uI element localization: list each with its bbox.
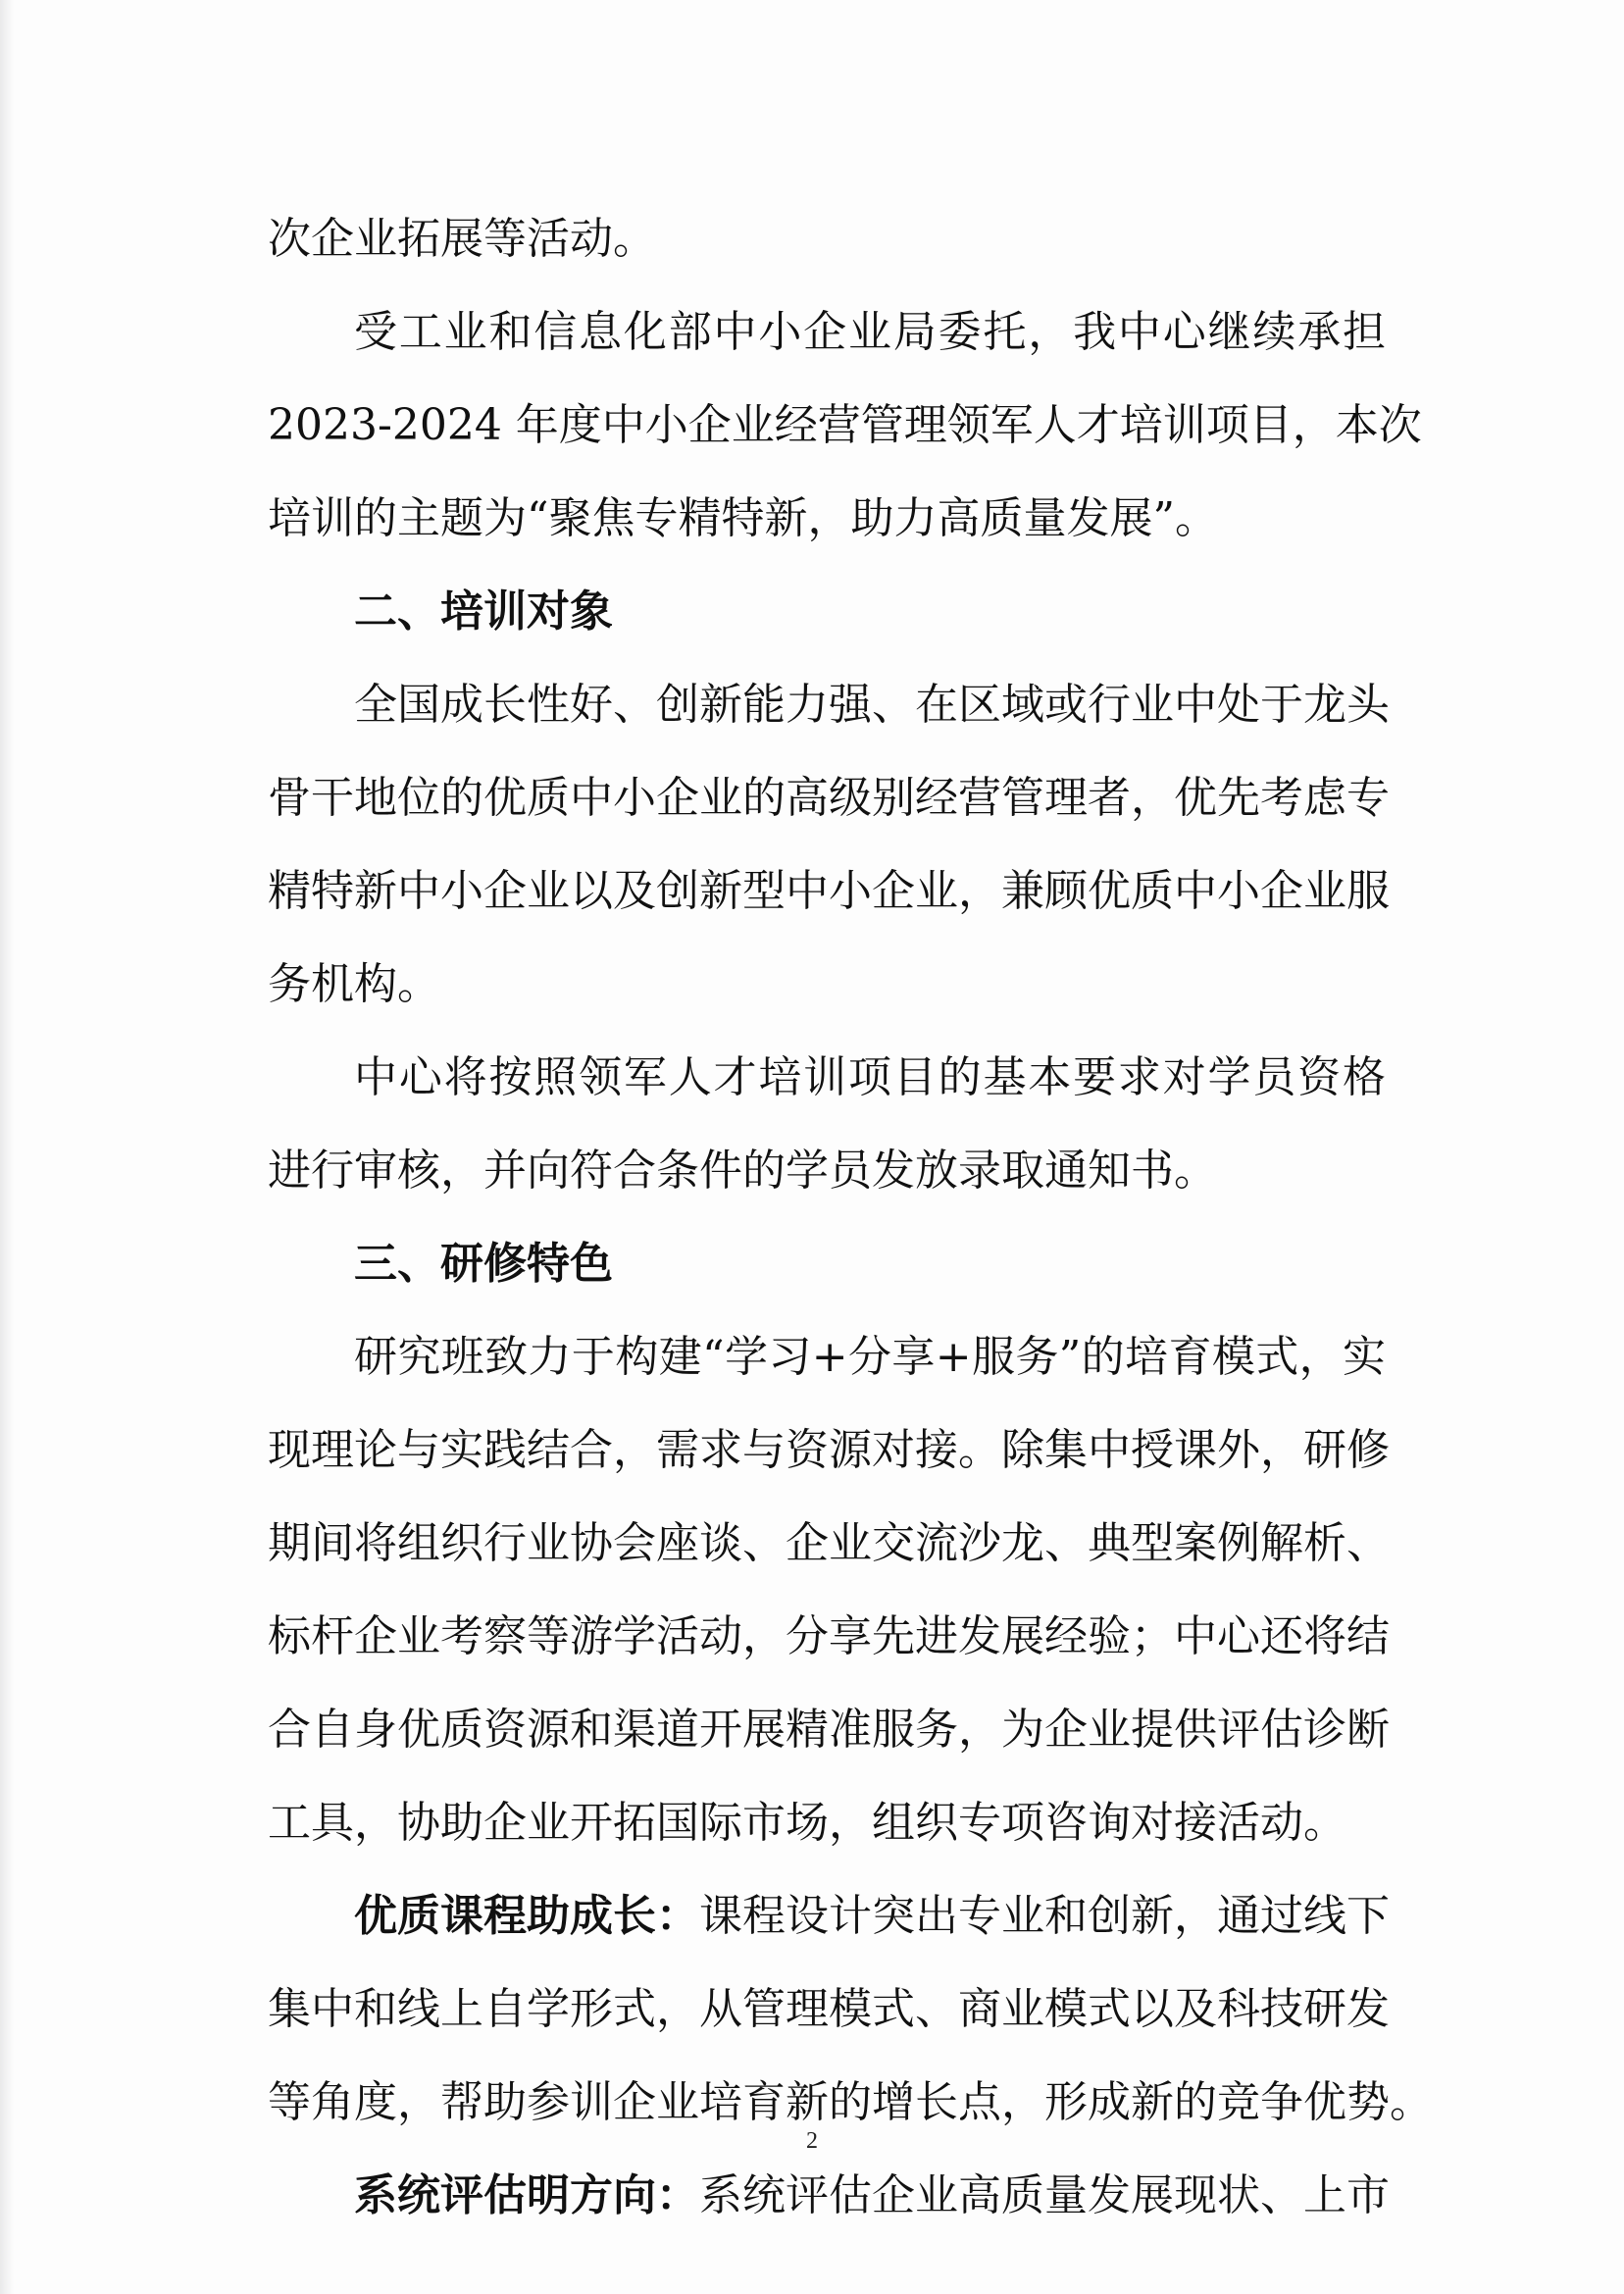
paragraph-line: 2023-2024 年度中小企业经营管理领军人才培训项目，本次 xyxy=(268,400,1422,450)
quality-course-paragraph-line xyxy=(268,1869,1390,1963)
paragraph-line: 工具，协助企业开拓国际市场，组织专项咨询对接活动。 xyxy=(268,1798,1346,1848)
scan-shadow-edge xyxy=(0,0,14,2294)
paragraph-line: 受工业和信息化部中小企业局委托，我中心继续承担 xyxy=(354,307,1386,357)
paragraph-line: 标杆企业考察等游学活动，分享先进发展经验；中心还将结 xyxy=(268,1611,1390,1661)
quality-course-text: 课程设计突出专业和创新，通过线下 xyxy=(699,1891,1390,1941)
paragraph-line: 务机构。 xyxy=(268,959,440,1009)
document-body xyxy=(268,192,1433,2242)
assessment-paragraph-line xyxy=(268,2149,1390,2242)
paragraph-line: 研究班致力于构建“学习+分享+服务”的培育模式，实 xyxy=(354,1332,1386,1382)
paragraph-line: 等角度，帮助参训企业培育新的增长点，形成新的竞争优势。 xyxy=(268,2077,1433,2127)
page-number: 2 xyxy=(806,2128,818,2154)
paragraph-line: 培训的主题为“聚焦专精特新，助力高质量发展”。 xyxy=(268,493,1218,543)
paragraph-line: 全国成长性好、创新能力强、在区域或行业中处于龙头 xyxy=(354,680,1390,730)
paragraph-line: 次企业拓展等活动。 xyxy=(268,214,656,264)
assessment-lead: 系统评估明方向： xyxy=(354,2170,699,2220)
paragraph-line: 合自身优质资源和渠道开展精准服务，为企业提供评估诊断 xyxy=(268,1705,1390,1755)
paragraph-line: 进行审核，并向符合条件的学员发放录取通知书。 xyxy=(268,1146,1217,1196)
paragraph-line: 现理论与实践结合，需求与资源对接。除集中授课外，研修 xyxy=(268,1425,1390,1475)
section-heading-features: 三、研修特色 xyxy=(354,1239,613,1289)
quality-course-lead: 优质课程助成长： xyxy=(354,1891,699,1941)
paragraph-line: 精特新中小企业以及创新型中小企业，兼顾优质中小企业服 xyxy=(268,866,1390,916)
section-heading-trainees: 二、培训对象 xyxy=(354,586,613,637)
assessment-text: 系统评估企业高质量发展现状、上市 xyxy=(699,2170,1390,2220)
paragraph-line: 中心将按照领军人才培训项目的基本要求对学员资格 xyxy=(354,1052,1386,1102)
paragraph-line: 集中和线上自学形式，从管理模式、商业模式以及科技研发 xyxy=(268,1984,1390,2034)
paragraph-line: 骨干地位的优质中小企业的高级别经营管理者，优先考虑专 xyxy=(268,773,1390,823)
paragraph-line: 期间将组织行业协会座谈、企业交流沙龙、典型案例解析、 xyxy=(268,1518,1390,1568)
